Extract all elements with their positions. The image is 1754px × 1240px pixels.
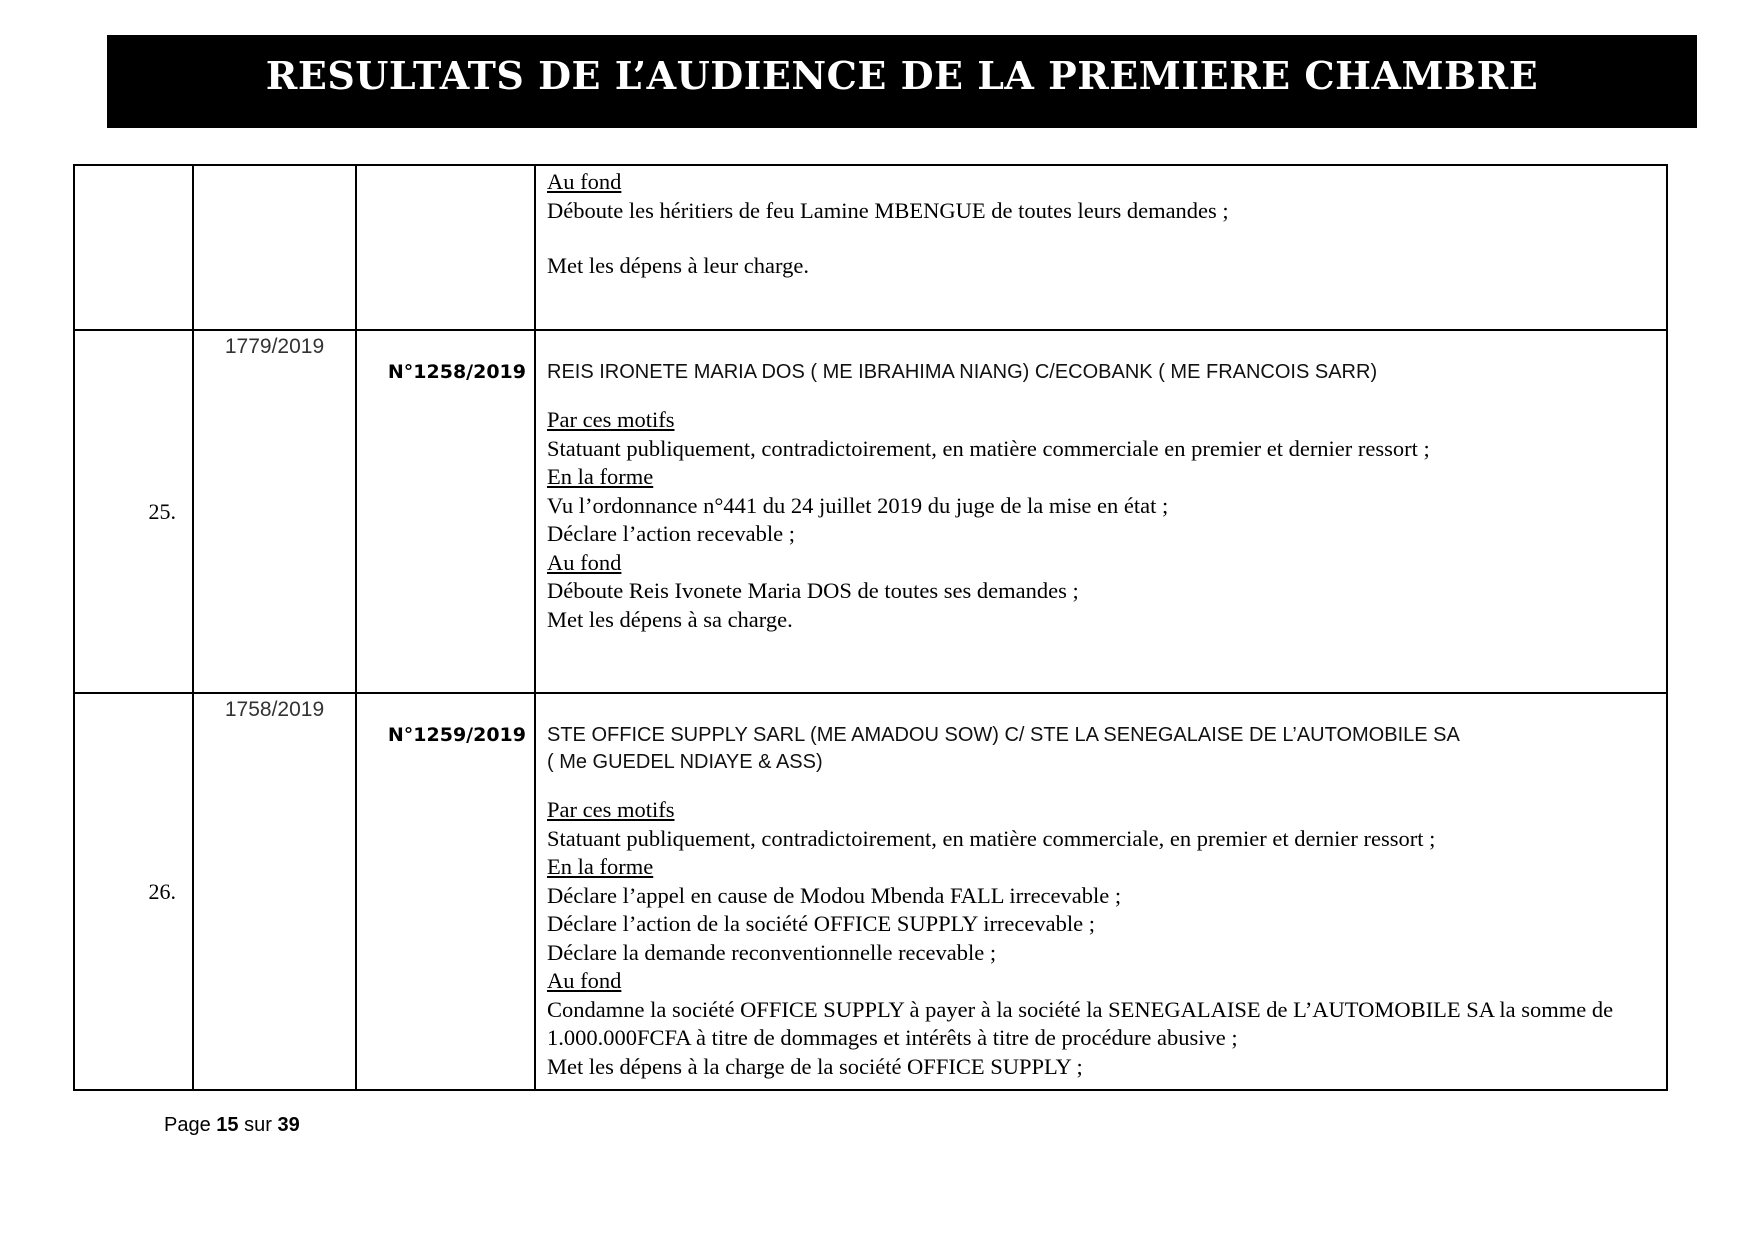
jugement-number: N°1258/2019 — [387, 361, 526, 383]
decision-line: Met les dépens à leur charge. — [547, 253, 809, 278]
number-cell — [74, 165, 193, 330]
rg-number: 1758/2019 — [224, 698, 325, 721]
decision-cell — [535, 165, 1667, 330]
page-total: 39 — [277, 1114, 300, 1136]
section-heading: Au fond — [547, 169, 622, 194]
table-row — [74, 330, 1667, 693]
decision-line: Condamne la société OFFICE SUPPLY à payer à la société la SENEGALAISE de L’AUTOMOBILE SA la somme de 1.000.000FCFA à titre de dommages et intérêts à titre de procédure abusive ; — [547, 996, 1614, 1050]
decision-line: Déclare l’action recevable ; — [547, 521, 795, 546]
parties: ( Me GUEDEL NDIAYE & ASS) — [547, 751, 823, 773]
row-number: 25. — [148, 498, 176, 524]
decision-line: Déboute les héritiers de feu Lamine MBENGUE de toutes leurs demandes ; — [547, 197, 1229, 223]
number-cell — [74, 693, 193, 1090]
rg-number: 1779/2019 — [224, 335, 325, 358]
decision-cell — [535, 693, 1667, 1090]
rg-cell — [193, 165, 356, 330]
number-cell — [74, 330, 193, 693]
jugement-number: N°1259/2019 — [387, 724, 526, 746]
decision-line: Statuant publiquement, contradictoirement, en matière commerciale, en premier et dernier ressort ; — [547, 825, 1436, 851]
section-heading: En la forme — [547, 464, 654, 489]
decision-line: Déclare la demande reconventionnelle recevable ; — [547, 939, 997, 965]
decision-line: Statuant publiquement, contradictoirement, en matière commerciale en premier et dernier ressort ; — [547, 435, 1430, 461]
decision-line: Met les dépens à sa charge. — [547, 606, 793, 632]
decision-line: Met les dépens à la charge de la société OFFICE SUPPLY ; — [547, 1053, 1083, 1079]
jugement-cell — [356, 165, 535, 330]
section-heading: Au fond — [547, 549, 622, 575]
decision-line: Déboute Reis Ivonete Maria DOS de toutes ses demandes ; — [547, 578, 1079, 603]
rg-cell — [193, 693, 356, 1090]
parties: REIS IRONETE MARIA DOS ( ME IBRAHIMA NIANG) C/ECOBANK ( ME FRANCOIS SARR) — [547, 361, 1378, 383]
jugement-cell — [356, 693, 535, 1090]
decision-cell — [535, 330, 1667, 693]
page-footer — [164, 1114, 300, 1137]
page-label: Page — [164, 1114, 211, 1136]
table-row — [74, 165, 1667, 330]
section-heading: Par ces motifs — [547, 407, 675, 432]
sur-label: sur — [244, 1114, 272, 1136]
page-title: RESULTATS DE L’AUDIENCE DE LA PREMIERE CHAMBRE — [265, 53, 1539, 98]
decision-line: Vu l’ordonnance n°441 du 24 juillet 2019 du juge de la mise en état ; — [547, 492, 1169, 518]
jugement-cell — [356, 330, 535, 693]
row-number: 26. — [148, 878, 176, 904]
rg-cell — [193, 330, 356, 693]
table-row — [74, 693, 1667, 1090]
page-number: 15 — [216, 1114, 239, 1136]
header-banner — [107, 35, 1697, 128]
decision-line: Déclare l’appel en cause de Modou Mbenda FALL irrecevable ; — [547, 882, 1122, 908]
decision-line: Déclare l’action de la société OFFICE SUPPLY irrecevable ; — [547, 911, 1095, 936]
section-heading: Par ces motifs — [547, 797, 675, 822]
results-table — [73, 164, 1668, 1091]
parties: STE OFFICE SUPPLY SARL (ME AMADOU SOW) C/ STE LA SENEGALAISE DE L’AUTOMOBILE SA — [547, 724, 1460, 746]
section-heading: Au fond — [547, 968, 622, 993]
section-heading: En la forme — [547, 854, 654, 879]
